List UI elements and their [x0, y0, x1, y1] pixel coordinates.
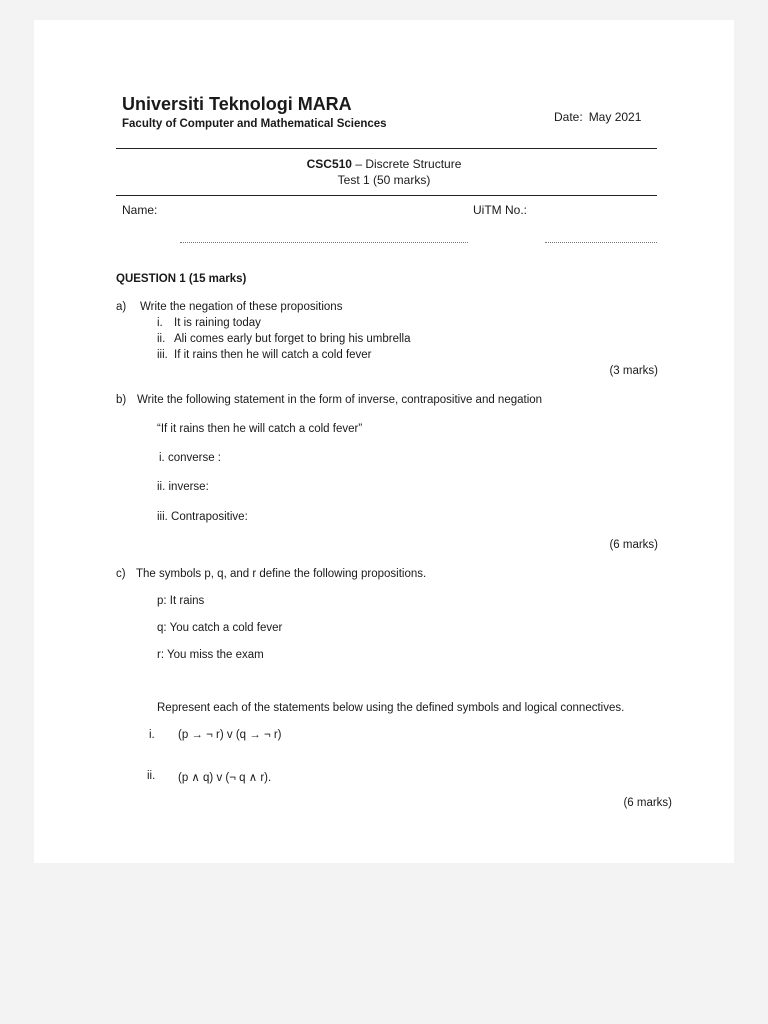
faculty-name: Faculty of Computer and Mathematical Sciences	[122, 118, 387, 130]
part-b-marks: (6 marks)	[609, 539, 658, 551]
part-a-label: a)	[116, 301, 127, 313]
part-b-quote: “If it rains then he will catch a cold fever”	[157, 423, 363, 435]
part-b-item: i. converse :	[159, 452, 221, 464]
proposition-r: r: You miss the exam	[157, 649, 264, 661]
part-a-item-num: i.	[157, 317, 163, 329]
part-a-text: Write the negation of these propositions	[140, 301, 343, 313]
part-a-item-text: Ali comes early but forget to bring his umbrella	[174, 333, 411, 345]
name-label: Name:	[122, 203, 158, 217]
university-title: Universiti Teknologi MARA	[122, 94, 352, 114]
uitm-number-label: UiTM No.:	[473, 203, 527, 217]
course-heading	[0, 157, 768, 171]
proposition-q: q: You catch a cold fever	[157, 622, 283, 634]
part-c-item-expr: (p → ¬ r) v (q → ¬ r)	[178, 729, 282, 741]
proposition-p: p: It rains	[157, 595, 205, 607]
part-b-item: iii. Contrapositive:	[157, 511, 248, 523]
part-b-text: Write the following statement in the form of inverse, contrapositive and negation	[137, 394, 543, 406]
name-field-line	[180, 242, 468, 243]
date-label: Date:	[554, 110, 583, 124]
part-c-instruction: Represent each of the statements below using the defined symbols and logical connectives.	[157, 702, 625, 714]
course-code: CSC510	[306, 157, 352, 171]
part-b-label: b)	[116, 394, 127, 406]
part-a-item-text: If it rains then he will catch a cold fever	[174, 349, 372, 361]
question-title: QUESTION 1 (15 marks)	[116, 273, 247, 285]
exam-date	[554, 110, 647, 124]
part-a-item-num: iii.	[157, 349, 168, 361]
part-c-label: c)	[116, 568, 126, 580]
part-c-marks: (6 marks)	[623, 797, 672, 809]
part-c-item-num: ii.	[147, 770, 156, 782]
exam-paper	[34, 20, 734, 863]
part-a-item-num: ii.	[157, 333, 166, 345]
uitm-field-line	[545, 242, 657, 243]
date-value: May 2021	[588, 110, 642, 124]
course-title: – Discrete Structure	[355, 157, 462, 171]
part-c-item-expr: (p ∧ q) v (¬ q ∧ r).	[178, 772, 272, 784]
part-b-item: ii. inverse:	[157, 481, 209, 493]
part-c-item-num: i.	[149, 729, 155, 741]
part-c-text: The symbols p, q, and r define the following propositions.	[136, 568, 427, 580]
header-rule-top	[116, 148, 657, 149]
part-a-item-text: It is raining today	[174, 317, 261, 329]
header-rule-bottom	[116, 195, 657, 196]
test-title: Test 1 (50 marks)	[337, 173, 431, 187]
part-a-marks: (3 marks)	[609, 365, 658, 377]
